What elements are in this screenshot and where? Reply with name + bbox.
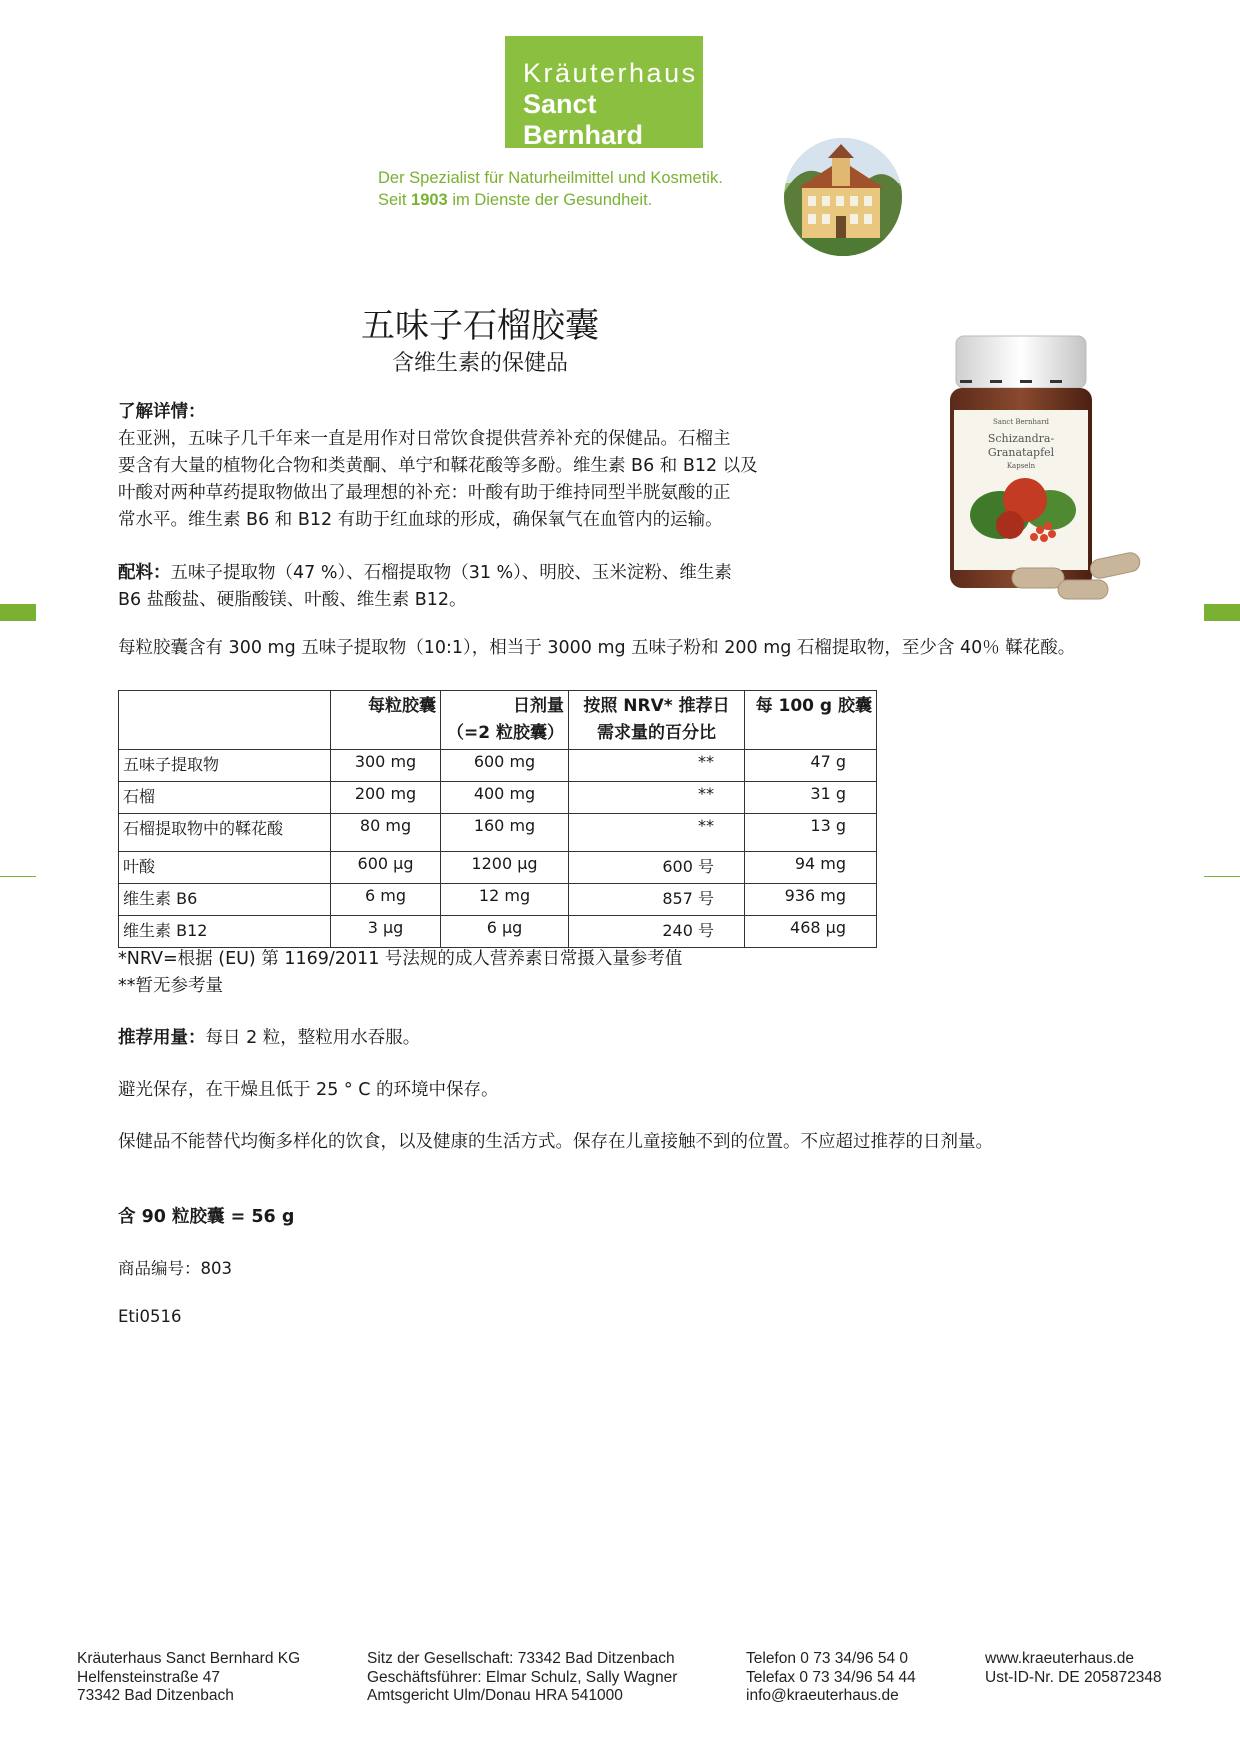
row-per100: 31 g bbox=[745, 782, 877, 814]
row-nrv: 240 号 bbox=[569, 916, 745, 948]
footer-text: Helfensteinstraße 47 bbox=[77, 1668, 221, 1686]
header-per-capsule: 每粒胶囊 bbox=[331, 691, 441, 750]
product-image bbox=[940, 330, 1150, 605]
row-daily: 600 mg bbox=[441, 750, 569, 782]
row-name: 维生素 B12 bbox=[119, 916, 331, 948]
jar-name-3: Kapseln bbox=[1006, 462, 1036, 470]
label-code: Eti0516 bbox=[118, 1307, 182, 1326]
details-line: 要含有大量的植物化合物和类黄酮、单宁和鞣花酸等多酚。维生素 B6 和 B12 以及 bbox=[118, 456, 758, 476]
details-line: 叶酸对两种草药提取物做出了最理想的补充：叶酸有助于维持同型半胱氨酸的正 bbox=[118, 483, 731, 503]
table-row bbox=[119, 916, 877, 948]
row-daily: 12 mg bbox=[441, 884, 569, 916]
footer-text: Geschäftsführer: Elmar Schulz, Sally Wagner bbox=[367, 1668, 678, 1686]
disclaimer: 保健品不能替代均衡多样化的饮食，以及健康的生活方式。保存在儿童接触不到的位置。不应超过推荐的日剂量。 bbox=[118, 1132, 993, 1152]
ingredients bbox=[118, 560, 732, 614]
header-nrv: 按照 NRV* 推荐日 需求量的百分比 bbox=[569, 691, 745, 750]
details-line: 常水平。维生素 B6 和 B12 有助于红血球的形成，确保氧气在血管内的运输。 bbox=[118, 510, 723, 530]
fold-mark-right bbox=[1204, 876, 1240, 877]
tagline-line-2: Seit 1903 im Dienste der Gesundheit. bbox=[378, 191, 653, 209]
footer-website-link[interactable]: www.kraeuterhaus.de bbox=[985, 1650, 1135, 1667]
jar-brand: Sanct Bernhard bbox=[992, 418, 1050, 426]
row-daily: 400 mg bbox=[441, 782, 569, 814]
row-daily: 160 mg bbox=[441, 814, 569, 852]
brand-tagline bbox=[378, 167, 723, 211]
details-heading: 了解详情： bbox=[118, 402, 206, 422]
table-footnotes bbox=[118, 946, 682, 1000]
table-row bbox=[119, 782, 877, 814]
row-name: 五味子提取物 bbox=[119, 750, 331, 782]
fold-mark-left bbox=[0, 876, 36, 877]
row-per100: 468 µg bbox=[745, 916, 877, 948]
details-paragraph bbox=[118, 426, 758, 534]
table-header-row bbox=[119, 691, 877, 750]
product-title: 五味子石榴胶囊 bbox=[361, 306, 599, 346]
row-daily: 6 µg bbox=[441, 916, 569, 948]
row-per-capsule: 3 µg bbox=[331, 916, 441, 948]
row-per100: 936 mg bbox=[745, 884, 877, 916]
storage-note: 避光保存，在干燥且低于 25 ° C 的环境中保存。 bbox=[118, 1080, 499, 1100]
row-daily: 1200 µg bbox=[441, 852, 569, 884]
footer-legal bbox=[367, 1650, 677, 1706]
ingredients-line-1: 五味子提取物（47 %）、石榴提取物（31 %）、明胶、玉米淀粉、维生素 bbox=[170, 563, 732, 583]
footer-contact bbox=[746, 1650, 916, 1706]
margin-marker-right bbox=[1204, 604, 1240, 621]
row-nrv: ** bbox=[569, 750, 745, 782]
house-photo bbox=[784, 138, 902, 256]
jar-name-2: Granatapfel bbox=[987, 446, 1055, 459]
footer-web bbox=[985, 1650, 1162, 1687]
footer-email-link[interactable]: info@kraeuterhaus.de bbox=[746, 1687, 899, 1704]
row-nrv: 600 号 bbox=[569, 852, 745, 884]
footer-vat-id: Ust-ID-Nr. DE 205872348 bbox=[985, 1668, 1162, 1686]
footnote-nrv: *NRV=根据 (EU) 第 1169/2011 号法规的成人营养素日常摄入量参考值 bbox=[118, 949, 683, 969]
row-per-capsule: 6 mg bbox=[331, 884, 441, 916]
brand-logo bbox=[505, 36, 703, 148]
row-nrv: 857 号 bbox=[569, 884, 745, 916]
table-row bbox=[119, 884, 877, 916]
footer-text: Amtsgericht Ulm/Donau HRA 541000 bbox=[367, 1687, 623, 1704]
footnote-no-reference: **暂无参考量 bbox=[118, 976, 223, 996]
row-name: 叶酸 bbox=[119, 852, 331, 884]
usage-text: 每日 2 粒，整粒用水吞服。 bbox=[205, 1028, 421, 1048]
recommended-usage bbox=[118, 1025, 420, 1052]
table-row bbox=[119, 852, 877, 884]
table-row bbox=[119, 814, 877, 852]
row-per-capsule: 600 µg bbox=[331, 852, 441, 884]
row-name: 石榴 bbox=[119, 782, 331, 814]
row-name: 石榴提取物中的鞣花酸 bbox=[119, 814, 331, 852]
nutrition-table bbox=[118, 690, 877, 948]
footer-text: 73342 Bad Ditzenbach bbox=[77, 1687, 234, 1704]
row-per100: 47 g bbox=[745, 750, 877, 782]
ingredients-label: 配料： bbox=[118, 563, 171, 583]
footer-fax: Telefax 0 73 34/96 54 44 bbox=[746, 1668, 916, 1686]
contents: 含 90 粒胶囊 = 56 g bbox=[118, 1207, 295, 1227]
per-capsule-note: 每粒胶囊含有 300 mg 五味子提取物（10:1），相当于 3000 mg 五味子粉和 200 mg 石榴提取物，至少含 40％ 鞣花酸。 bbox=[118, 638, 1076, 658]
row-nrv: ** bbox=[569, 814, 745, 852]
details-line: 在亚洲，五味子几千年来一直是用作对日常饮食提供营养补充的保健品。石榴主 bbox=[118, 429, 731, 449]
footer-text: Sitz der Gesellschaft: 73342 Bad Ditzenbach bbox=[367, 1650, 675, 1667]
row-per-capsule: 200 mg bbox=[331, 782, 441, 814]
margin-marker-left bbox=[0, 604, 36, 621]
usage-label: 推荐用量： bbox=[118, 1028, 206, 1048]
row-per-capsule: 80 mg bbox=[331, 814, 441, 852]
article-number: 商品编号：803 bbox=[118, 1259, 232, 1278]
table-row bbox=[119, 750, 877, 782]
header-daily-dose: 日剂量 （=2 粒胶囊） bbox=[441, 691, 569, 750]
header-blank bbox=[119, 691, 331, 750]
row-nrv: ** bbox=[569, 782, 745, 814]
footer-company bbox=[77, 1650, 300, 1706]
footer-text: Kräuterhaus Sanct Bernhard KG bbox=[77, 1650, 301, 1667]
row-name: 维生素 B6 bbox=[119, 884, 331, 916]
jar-name-1: Schizandra- bbox=[987, 432, 1055, 445]
logo-line-2: Sanct Bernhard bbox=[523, 89, 644, 150]
row-per-capsule: 300 mg bbox=[331, 750, 441, 782]
footer-phone: Telefon 0 73 34/96 54 0 bbox=[746, 1650, 909, 1667]
row-per100: 94 mg bbox=[745, 852, 877, 884]
product-subtitle: 含维生素的保健品 bbox=[391, 351, 568, 376]
ingredients-line-2: B6 盐酸盐、硬脂酸镁、叶酸、维生素 B12。 bbox=[118, 590, 467, 610]
tagline-line-1: Der Spezialist für Naturheilmittel und Kosmetik. bbox=[378, 169, 723, 187]
row-per100: 13 g bbox=[745, 814, 877, 852]
tagline-year: 1903 bbox=[411, 191, 448, 209]
header-per-100g: 每 100 g 胶囊 bbox=[745, 691, 877, 750]
logo-line-1: Kräuterhaus bbox=[523, 58, 698, 88]
